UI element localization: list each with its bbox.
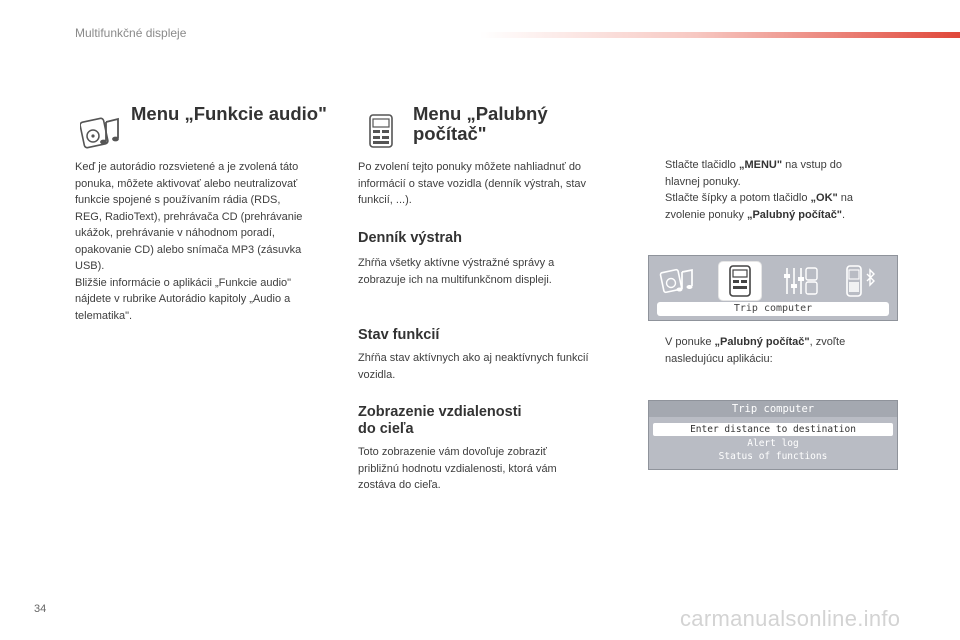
screen-menu-caption: Trip computer: [657, 302, 889, 316]
text-line: zobrazuje ich na multifunkčnom displeji.: [358, 273, 552, 286]
heading-line: do cieľa: [358, 421, 414, 437]
text-line: Bližšie informácie o aplikácii „Funkcie audio": [75, 276, 292, 289]
phone-bluetooth-icon: [839, 262, 881, 300]
text-line: zostáva do cieľa.: [358, 479, 441, 491]
text-line: opakovanie CD) alebo snímača MP3 (zásuvka: [75, 243, 302, 256]
text-line: ukážok, prehrávanie v náhodnom poradí,: [75, 227, 275, 239]
step-text: , zvoľte: [809, 336, 846, 348]
trip-computer-menu-label: „Palubný počítač": [746, 208, 843, 221]
text-line: Zhŕňa stav aktívnych ako aj neaktívnych funkcií: [358, 352, 589, 364]
trip-computer-menu-label: „Palubný počítač": [714, 336, 810, 348]
ok-button-label: „OK": [810, 192, 838, 204]
step-text: V ponuke: [665, 336, 715, 348]
page-number: 34: [34, 603, 47, 615]
heading-line: Menu „Palubný: [413, 103, 548, 124]
text-line: Po zvolení tejto ponuky môžete nahliadnuť do: [358, 161, 582, 173]
function-status-title: Stav funkcií: [358, 327, 440, 343]
audio-music-icon: [657, 262, 699, 300]
header-accent-bar: [480, 32, 960, 38]
step-text: na vstup do: [782, 159, 843, 171]
page-header-title: Multifunkčné displeje: [75, 26, 187, 40]
trip-computer-heading: [413, 104, 548, 144]
text-line: informácií o stave vozidla (denník výstrah, stav: [358, 177, 587, 190]
display-trip-computer-screen: [648, 400, 898, 470]
text-line: REG, RadioText), prehrávača CD (prehrávanie: [75, 210, 303, 223]
distance-to-destination-text: [358, 444, 628, 494]
text-line: približnú hodnotu vzdialenosti, ktorá vám: [358, 462, 557, 475]
menu-tile-settings[interactable]: [779, 262, 821, 300]
text-line: funkcií, ...).: [358, 194, 412, 206]
function-status-text: [358, 350, 628, 383]
instruction-step-menu: [641, 157, 881, 190]
menu-tile-trip-computer[interactable]: [719, 262, 761, 300]
step-text: .: [842, 208, 846, 221]
menu-item-enter-distance[interactable]: Enter distance to destination: [653, 423, 893, 436]
heading-line: Zobrazenie vzdialenosti: [358, 404, 522, 420]
text-line: ponuka, môžete aktivovať alebo neutralizovať: [75, 177, 298, 190]
audio-functions-heading: Menu „Funkcie audio": [131, 103, 327, 124]
text-line: funkcie spojené s používaním rádia (RDS,: [75, 194, 281, 206]
text-line: telematika".: [75, 309, 133, 322]
menu-tile-phone[interactable]: [839, 262, 881, 300]
step-text: Stlačte tlačidlo: [665, 159, 739, 171]
text-line: nájdete v rubrike Autorádio kapitoly „Audio a: [75, 293, 291, 305]
text-line: Toto zobrazenie vám dovoľuje zobraziť: [358, 446, 547, 458]
heading-line: počítač": [413, 123, 487, 144]
display-main-menu-screen: [648, 255, 898, 321]
step-text: Stlačte šípky a potom tlačidlo: [665, 192, 811, 204]
audio-music-icon: [80, 112, 124, 152]
instruction-step-select-app: [641, 334, 891, 367]
watermark: carmanualsonline.info: [680, 606, 901, 631]
text-line: USB).: [75, 260, 105, 272]
menu-item-status-of-functions[interactable]: Status of functions: [718, 451, 828, 462]
text-line: Keď je autorádio rozsvietené a je zvolená táto: [75, 161, 299, 173]
step-text: hlavnej ponuky.: [665, 175, 741, 188]
step-text: zvolenie ponuky: [665, 208, 747, 221]
distance-to-destination-title: [358, 404, 522, 438]
trip-computer-intro: [358, 159, 628, 209]
audio-functions-description: [75, 159, 335, 324]
trip-computer-icon: [362, 112, 406, 152]
alert-log-text: [358, 255, 628, 288]
alert-log-title: Denník výstrah: [358, 230, 462, 246]
step-text: nasledujúcu aplikáciu:: [665, 352, 773, 365]
trip-computer-icon: [719, 262, 761, 300]
settings-sliders-icon: [779, 262, 821, 300]
screen-title: Trip computer: [649, 401, 897, 417]
instruction-step-ok: [641, 190, 891, 223]
menu-item-alert-log[interactable]: Alert log: [747, 438, 799, 449]
text-line: Zhŕňa všetky aktívne výstražné správy a: [358, 257, 555, 269]
menu-tile-audio[interactable]: [657, 262, 699, 300]
text-line: vozidla.: [358, 368, 396, 381]
step-text: na: [837, 192, 854, 204]
menu-button-label: „MENU": [738, 159, 783, 171]
